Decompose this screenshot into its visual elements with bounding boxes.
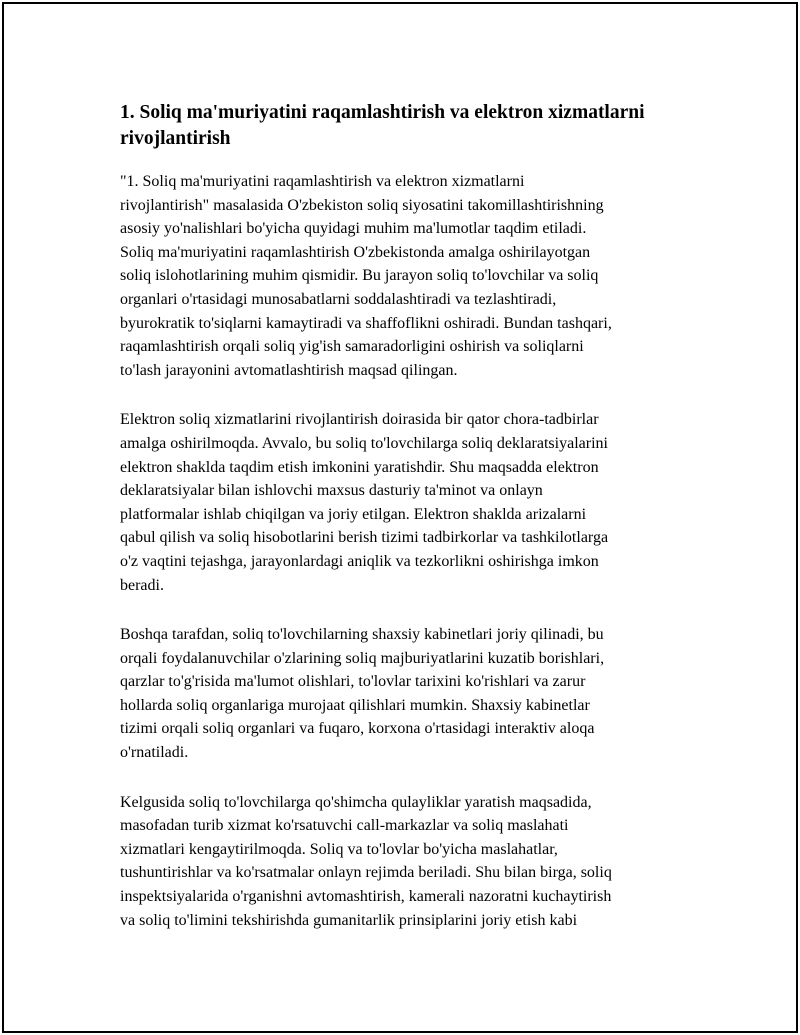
document-title: 1. Soliq ma'muriyatini raqamlashtirish va elektron xizmatlarni rivojlantirish: [120, 102, 645, 149]
paragraph-4: Kelgusida soliq to'lovchilarga qo'shimcha qulayliklar yaratish maqsadida, masofadan turib xizmat ko'rsatuvchi call-markazlar va soliq maslahati xizmatlari kengaytirilmoqda. Soliq va to'lovlar bo'yicha maslahatlar, tushuntirishlar va ko'rsatmalar onlayn rejimda beriladi. Shu bilan birga, soliq inspektsiyalarida o'rganishni avtomashtirish, kamerali nazoratni kuchaytirish va soliq to'limini tekshirishda gumanitarlik prinsiplarini joriy etish kabi: [120, 793, 612, 929]
paragraph-2: Elektron soliq xizmatlarini rivojlantirish doirasida bir qator chora-tadbirlar amalga oshirilmoqda. Avvalo, bu soliq to'lovchilarga soliq deklaratsiyalarini elektron shaklda taqdim etish imkonini yaratishdir. Shu maqsadda elektron deklaratsiyalar bilan ishlovchi maxsus dasturiy ta'minot va onlayn platformalar ishlab chiqilgan va joriy etilgan. Elektron shaklda arizalarni qabul qilish va soliq hisobotlarini berish tizimi tadbirkorlar va tashkilotlarga o'z vaqtini tejashga, jarayonlardagi aniqlik va tezkorlikni oshirishga imkon beradi.: [120, 411, 609, 594]
paragraph-1: "1. Soliq ma'muriyatini raqamlashtirish va elektron xizmatlarni rivojlantirish" masalasida O'zbekiston soliq siyosatini takomillashtirishning asosiy yo'nalishlari bo'yicha quyidagi muhim ma'lumotlar taqdim etiladi. Soliq ma'muriyatini raqamlashtirish O'zbekistonda amalga oshirilayotgan soliq islohotlarining muhim qismidir. Bu jarayon soliq to'lovchilar va soliq organlari o'rtasidagi munosabatlarni soddalashtiradi va tezlashtiradi, byurokratik to'siqlarni kamaytiradi va shaffoflikni oshiradi. Bundan tashqari, raqamlashtirish orqali soliq yig'ish samaradorligini oshirish va soliqlarni to'lash jarayonini avtomatlashtirish maqsad qilingan.: [120, 173, 612, 379]
document-content: [120, 100, 694, 958]
paragraph-3: Boshqa tarafdan, soliq to'lovchilarning shaxsiy kabinetlari joriy qilinadi, bu orqali foydalanuvchilar o'zlarining soliq majburiyatlarini kuzatib borishlari, qarzlar to'g'risida ma'lumot olishlari, to'lovlar tarixini ko'rishlari va zarur hollarda soliq organlariga murojaat qilishlari mumkin. Shaxsiy kabinetlar tizimi orqali soliq organlari va fuqaro, korxona o'rtasidagi interaktiv aloqa o'rnatiladi.: [120, 626, 605, 762]
document-page: [2, 2, 798, 1033]
